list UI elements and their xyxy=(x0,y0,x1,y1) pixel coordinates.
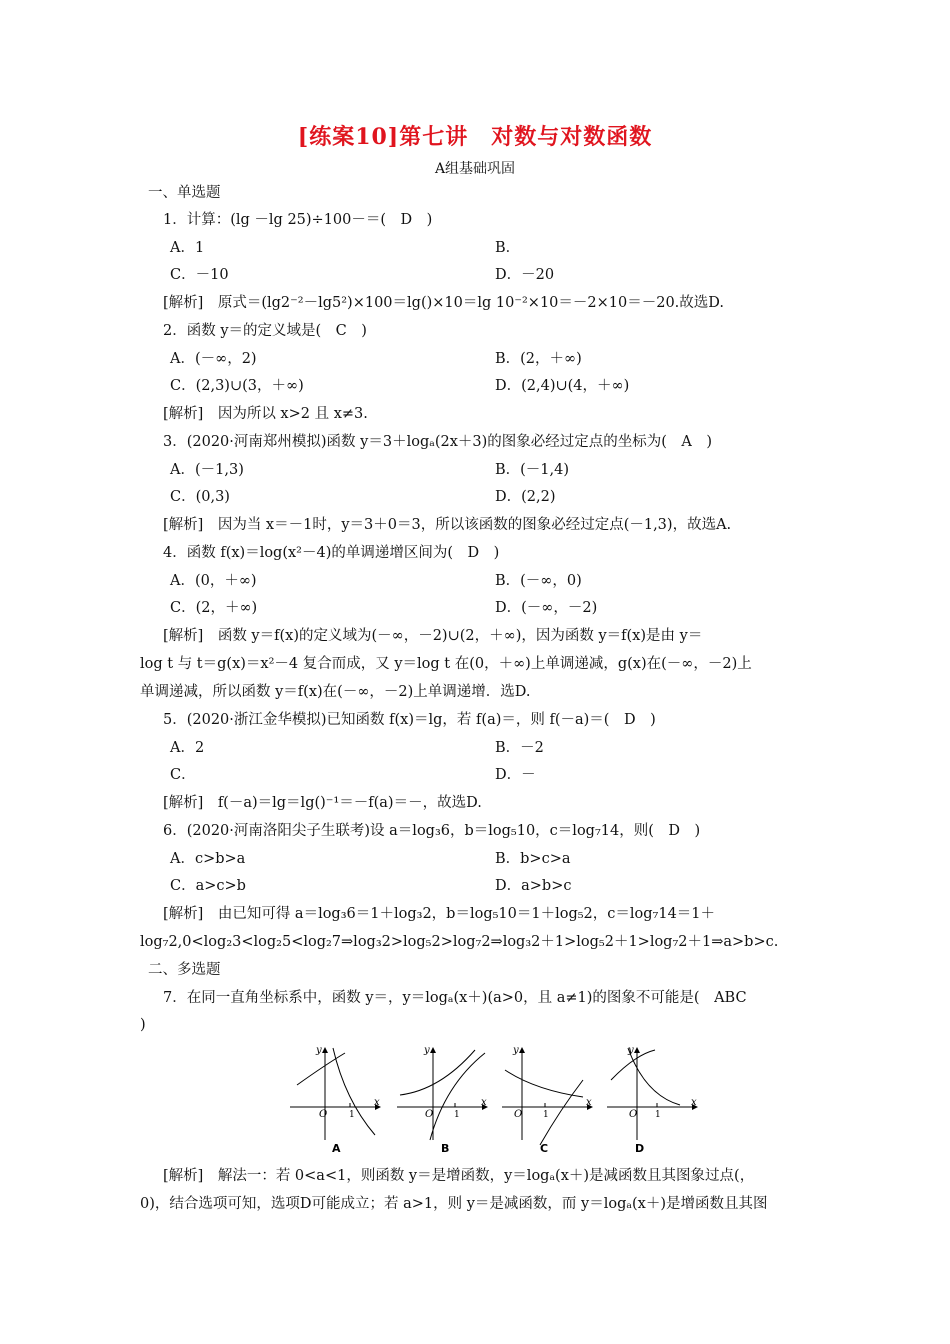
svg-text:y: y xyxy=(628,1045,634,1056)
q2-option-a: A．(－∞，2) xyxy=(170,351,257,367)
q1-stem: 1．计算：(lg －lg 25)÷100－＝( D ) xyxy=(163,212,433,228)
q1-option-b: B． xyxy=(495,240,521,256)
q2-stem: 2．函数 y＝的定义域是( C ) xyxy=(163,323,367,339)
q6-option-c: C．a>c>b xyxy=(170,878,246,894)
q1-option-d: D．－20 xyxy=(495,267,555,283)
q6-option-d: D．a>b>c xyxy=(495,878,572,894)
q2-option-b: B．(2，＋∞) xyxy=(495,351,582,367)
page-subtitle: A组基础巩固 xyxy=(434,161,516,177)
q6-solution-line1: [解析] 由已知可得 a＝log₃6＝1＋log₃2，b＝log₅10＝1＋log₅2，c＝log₇14＝1＋ xyxy=(163,906,716,922)
q4-option-d: D．(－∞，－2) xyxy=(495,600,598,616)
q4-solution-line1: [解析] 函数 y＝f(x)的定义域为(－∞，－2)∪(2，＋∞)，因为函数 y＝f(x)是由 y＝ xyxy=(163,628,703,644)
q1-solution: [解析] 原式＝(lg2⁻²－lg5²)×100＝lg()×10＝lg 10⁻²×10＝－2×10＝－20.故选D. xyxy=(163,295,725,311)
q1-option-c: C．－10 xyxy=(170,267,229,283)
q1-option-a: A．1 xyxy=(170,240,205,256)
q7-stem-line1: 7．在同一直角坐标系中，函数 y＝，y＝logₐ(x＋)(a>0，且 a≠1)的图象不可能是( ABC xyxy=(163,990,747,1006)
q6-option-a: A．c>b>a xyxy=(170,851,246,867)
graph-label-c: C xyxy=(540,1142,549,1155)
q2-option-d: D．(2,4)∪(4，＋∞) xyxy=(495,378,630,394)
graph-a xyxy=(290,1045,380,1155)
q3-option-a: A．(－1,3) xyxy=(170,462,244,478)
graph-label-d: D xyxy=(635,1142,645,1155)
q3-option-c: C．(0,3) xyxy=(170,489,230,505)
svg-text:y: y xyxy=(513,1045,519,1056)
graph-c xyxy=(502,1045,592,1155)
svg-text:O: O xyxy=(319,1109,328,1120)
q4-option-c: C．(2，＋∞) xyxy=(170,600,258,616)
svg-text:1: 1 xyxy=(543,1110,549,1120)
section-heading-single: 一、单选题 xyxy=(148,185,221,201)
svg-text:x: x xyxy=(691,1097,697,1108)
q5-option-b: B．－2 xyxy=(495,740,544,756)
svg-text:x: x xyxy=(374,1097,380,1108)
q2-option-c: C．(2,3)∪(3，＋∞) xyxy=(170,378,304,394)
q7-stem-line2: ) xyxy=(140,1017,146,1033)
q5-stem: 5．(2020·浙江金华模拟)已知函数 f(x)＝lg，若 f(a)＝，则 f(－a)＝( D ) xyxy=(163,712,656,728)
q6-stem: 6．(2020·河南洛阳尖子生联考)设 a＝log₃6，b＝log₅10，c＝log₇14，则( D ) xyxy=(163,823,701,839)
q3-option-b: B．(－1,4) xyxy=(495,462,570,478)
q4-solution-line2: log t 与 t＝g(x)＝x²－4 复合而成，又 y＝log t 在(0，＋∞)上单调递减，g(x)在(－∞，－2)上 xyxy=(140,656,752,672)
q5-option-a: A．2 xyxy=(170,740,205,756)
q3-solution: [解析] 因为当 x＝－1时，y＝3＋0＝3，所以该函数的图象必经过定点(－1,3)，故选A. xyxy=(163,517,732,533)
section-heading-multi: 二、多选题 xyxy=(148,962,221,978)
q3-option-d: D．(2,2) xyxy=(495,489,556,505)
svg-text:O: O xyxy=(425,1109,434,1120)
q5-option-c: C． xyxy=(170,767,196,783)
q4-option-b: B．(－∞，0) xyxy=(495,573,582,589)
q7-graph-figure xyxy=(285,1045,705,1160)
page-title: [练案10]第七讲 对数与对数函数 xyxy=(297,124,653,150)
graph-label-a: A xyxy=(332,1142,341,1155)
q7-solution-line1: [解析] 解法一：若 0<a<1，则函数 y＝是增函数，y＝logₐ(x＋)是减函数且其图象过点(， xyxy=(163,1168,755,1184)
graph-label-b: B xyxy=(441,1142,450,1155)
svg-text:1: 1 xyxy=(655,1110,661,1120)
q7-solution-line2: 0)，结合选项可知，选项D可能成立；若 a>1，则 y＝是减函数，而 y＝logₐ(x＋)是增函数且其图 xyxy=(140,1196,768,1212)
svg-text:O: O xyxy=(514,1109,523,1120)
svg-text:x: x xyxy=(481,1097,487,1108)
svg-text:O: O xyxy=(629,1109,638,1120)
svg-text:y: y xyxy=(424,1045,430,1056)
graph-d xyxy=(607,1045,697,1155)
q2-solution: [解析] 因为所以 x>2 且 x≠3. xyxy=(163,406,368,422)
q5-option-d: D．－ xyxy=(495,767,536,783)
svg-text:y: y xyxy=(316,1045,322,1056)
q5-solution: [解析] f(－a)＝lg＝lg()⁻¹＝－f(a)＝－，故选D. xyxy=(163,795,482,811)
q6-solution-line2: log₇2,0<log₂3<log₂5<log₂7⇒log₃2>log₅2>log₇2⇒log₃2＋1>log₅2＋1>log₇2＋1⇒a>b>c. xyxy=(140,934,779,950)
graph-b xyxy=(397,1045,487,1155)
q6-option-b: B．b>c>a xyxy=(495,851,571,867)
q4-option-a: A．(0，＋∞) xyxy=(170,573,257,589)
q3-stem: 3．(2020·河南郑州模拟)函数 y＝3＋logₐ(2x＋3)的图象必经过定点的坐标为( A ) xyxy=(163,434,713,450)
svg-text:1: 1 xyxy=(454,1110,460,1120)
q4-stem: 4．函数 f(x)＝log(x²－4)的单调递增区间为( D ) xyxy=(163,545,500,561)
svg-text:1: 1 xyxy=(349,1110,355,1120)
svg-text:x: x xyxy=(586,1097,592,1108)
q4-solution-line3: 单调递减，所以函数 y＝f(x)在(－∞，－2)上单调递增．选D. xyxy=(140,684,531,700)
